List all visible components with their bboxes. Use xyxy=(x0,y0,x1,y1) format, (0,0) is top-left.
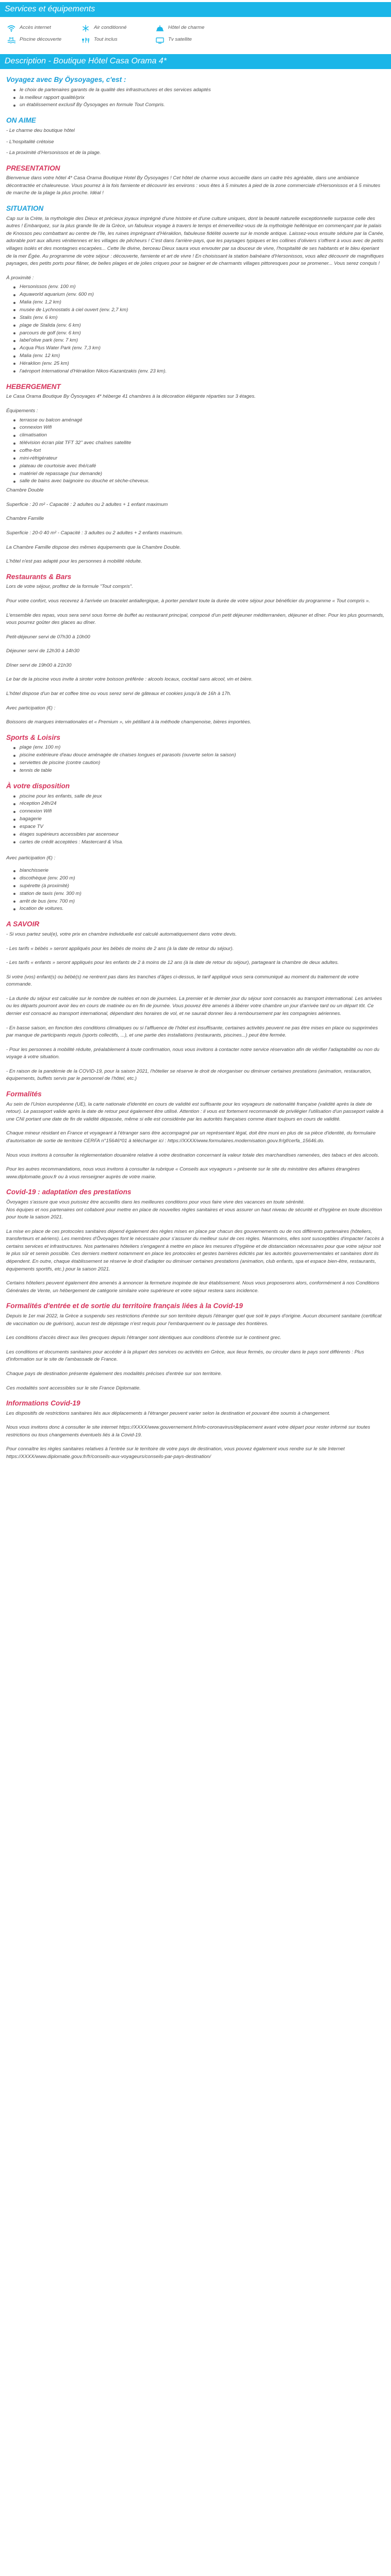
a-savoir-text: - Les tarifs « enfants » seront appliqués pour les enfants de 2 à moins de 12 ans (à la date de retour du séjour), partageant la chambre de deux adultes. xyxy=(6,960,339,966)
restaurants-text: Lors de votre séjour, profitez de la formule "Tout compris". xyxy=(6,584,133,590)
service-item xyxy=(155,36,229,44)
list-item: blanchisserie xyxy=(20,867,385,875)
on-aime-line: - Le charme deu boutique hôtel xyxy=(6,127,75,133)
services-title-bar xyxy=(0,2,391,17)
page xyxy=(0,2,391,1470)
list-item: musée de Lychnostatis à ciel ouvert (env. 2,7 km) xyxy=(20,307,385,314)
informations-text: Pour connaître les règles sanitaires relatives à l'entrée sur le territoire de votre pays de destination, vous pouvez également vous rendre sur le site Internet https://XXXX/www.diplomatie.gouv.fr/fr/conseils-aux-voyageurs/conseils-par-pays-destination/ xyxy=(6,1446,345,1460)
sortie-text: Les conditions d'accès direct aux îles grecques depuis l'étranger sont identiques aux conditions d'entrée sur le continent grec. xyxy=(6,1335,282,1341)
all-inclusive-icon xyxy=(80,36,91,44)
list-item: piscine extérieure d'eau douce aménagée de chaises longues et parasols (ouverte selon la saison) xyxy=(20,752,385,759)
situation-text: Cap sur la Crète, la mythologie des Dieux et précieux joyaux imprégné d'une histoire et d'une culture uniques, dont la beauté naturelle exceptionnelle surpasse celle des autres ! Embarquez, sur la plus grande île de la Grèce, un fabuleux voyage à travers le temps et émerveillez-vous de la mythologie hellénique en commençant par le palais de Knossos peu combattant au centre de l'île, les ruines imprégnant d'Héraklion, fabuleuse fidélité ouverte sur le monde antique. Laissez-vous ensuite séduire par la Canée, adorable port aux allures vénitiennes et les villages de pêcheurs ! C'est dans l'arrière-pays, que les paysages typiques et les collines d'oliviers s'offrent à vous avec de petits villages isolés et des montagnes escarpées... Cette île divine, berceau Dieux saura vous envouter par sa douceur de vivre, l'hospitalité de ses habitants et le bleu éperiant de la mer Égée. Au programme de votre séjour : découverte, farniente et art de vivre ! En choisissant la station balnéaire d'Hersonissos, vous allez découvrir de magnifiques paysages, des petits ports pour flâner, de belles plages et de jolies criques pour se baigner et de charmants villages pittoresques pour se promener... Vous serez conquis ! xyxy=(6,215,384,267)
description-title: Description - Boutique Hôtel Casa Orama 4* xyxy=(5,57,167,65)
sortie-heading: Formalités d'entrée et de sortie du territoire français liées à la Covid-19 xyxy=(6,1302,243,1310)
list-item: plage (env. 100 m) xyxy=(20,744,385,752)
restaurants-text: Dîner servi de 19h00 à 21h30 xyxy=(6,662,72,668)
list-item: Malia (env. 1,2 km) xyxy=(20,299,385,307)
list-item: piscine pour les enfants, salle de jeux xyxy=(20,793,385,801)
covid-text: Nos équipes et nos partenaires ont collaboré pour mettre en place de nouvelles règles sanitaires et vous assurer un haut niveau de sécurité et d'hygiène en toute discrétion pour toute la saison 2021. xyxy=(6,1207,382,1221)
service-label: Hôtel de charme xyxy=(168,25,205,31)
list-item: coffre-fort xyxy=(20,447,385,455)
list-item: espace TV xyxy=(20,823,385,831)
list-item: connexion Wifi xyxy=(20,424,385,432)
list-item: arrêt de bus (env. 700 m) xyxy=(20,898,385,906)
restaurants-heading: Restaurants & Bars xyxy=(6,572,72,581)
a-savoir-text: - Si vous partez seul(e), votre prix en chambre individuelle est calculé automatiquement dans votre devis. xyxy=(6,931,237,937)
covid-text: Certains hôteliers peuvent également être amenés à annoncer la fermeture inopinée de leur établissement. Nous vous proposerons alors, conformément à nos Conditions Générales de Vente, un hébergement de catégorie similaire voire supérieure et votre séjour restera sans incidence. xyxy=(6,1280,380,1294)
access-note: L'hôtel n'est pas adapté pour les personnes à mobilité réduite. xyxy=(6,558,142,565)
tv-icon xyxy=(155,36,165,44)
restaurants-text: Déjeuner servi de 12h30 à 14h30 xyxy=(6,648,79,654)
description-title-bar xyxy=(0,54,391,69)
restaurants-text: Petit-déjeuner servi de 07h30 à 10h00 xyxy=(6,634,90,640)
hotel-bell-icon xyxy=(155,24,165,32)
sortie-text: Ces modalités sont accessibles sur le site France Diplomatie. xyxy=(6,1385,141,1391)
hebergement-intro: Le Casa Orama Boutique By Öysoyages 4* héberge 41 chambres à la décoration élégante réparties sur 3 étages. xyxy=(6,394,256,400)
covid-text: Övoyages s'assure que vous puissiez être accueillis dans les meilleures conditions pour vous faire vivre des vacances en toute sérénité. xyxy=(6,1199,305,1205)
list-item: discothèque (env. 200 m) xyxy=(20,875,385,883)
restaurants-text: L'hôtel dispose d'un bar et coffee time ou vous serez servi de gâteaux et cookies jusqu'à de 16h à 17h. xyxy=(6,691,232,697)
list-item: tennis de table xyxy=(20,767,385,775)
disposition-paid-label: Avec participation (€) : xyxy=(6,855,56,861)
voyager-list xyxy=(6,87,385,110)
a-savoir-text: - En raison de la pandémie de la COVID-19, pour la saison 2021, l'hôtelier se réserve le droit de réorganiser ou diminuer certaines prestations (animation, restauration, équipements, buffets servis par le personnel de l'hôtel, etc.) xyxy=(6,1068,372,1082)
situation-near-label: À proximité : xyxy=(6,275,34,281)
room-title: Chambre Famille xyxy=(6,516,44,522)
list-item: terrasse ou balcon aménagé xyxy=(20,417,385,425)
list-item: climatisation xyxy=(20,432,385,439)
covid-text: La mise en place de ces protocoles sanitaires dépend également des règles mises en place par chacun des gouvernements ou de nos différents partenaires (hôteliers, transferteurs et aériens). Les membres d'Övoyages font le nécessaire pour s'assurer du meilleur suivi de ces règles. Néanmoins, elles sont susceptibles d'impacter l'accès à certains services et infrastructures. Nos partenaires hôteliers s'engagent à mettre en place les mesures d'hygiène et de distanciation nécessaires pour que votre séjour soit le plus sûr et serein possible. Ces derniers mettent notamment en place les protocoles et gestes barrières édictés par les autorités gouvernementales et sanitaires dont ils dépendent. En outre, chaque établissement se réserve le droit d'adapter ou diminuer certaines prestations (animation, club enfants, spa et espace bien-être, restaurants, équipements sportifs, etc.) pour la saison 2021. xyxy=(6,1228,384,1272)
service-item xyxy=(6,36,80,44)
sports-list xyxy=(6,744,385,774)
list-item: Aquaworld aquarium (env. 600 m) xyxy=(20,291,385,299)
service-label: Air conditionné xyxy=(94,25,127,31)
description-content xyxy=(0,75,391,1461)
list-item: serviettes de piscine (contre caution) xyxy=(20,759,385,767)
restaurants-text: L'ensemble des repas, vous sera servi sous forme de buffet au restaurant principal, composé d'un petit déjeuner méditerranéen, déjeuner et dîner. Pour les plus gourmands, vous pourrez goûter des glaces au dîner. xyxy=(6,612,384,626)
hebergement-heading: HEBERGEMENT xyxy=(6,382,61,391)
a-savoir-text: Si votre (vos) enfant(s) ou bébé(s) ne rentrent pas dans les tranches d'âges ci-dessus, le tarif appliqué vous sera communiqué au moment du traitement de votre commande. xyxy=(6,974,359,988)
restaurants-text: Le bar de la piscine vous invite à siroter votre boisson préférée : alcools locaux, cocktail sans alcool, vin et bière. xyxy=(6,676,253,683)
sortie-text: Chaque pays de destination présente également des modalités précises d'entrée sur son territoire. xyxy=(6,1370,222,1377)
list-item: Acqua Plus Water Park (env. 7,3 km) xyxy=(20,345,385,352)
restaurants-text: Pour votre confort, vous recevrez à l'arrivée un bracelet antiallergique, à porter pendant toute la durée de votre séjour pour bénéficier du programme « Tout compris ». xyxy=(6,598,370,604)
list-item: bagagerie xyxy=(20,816,385,823)
list-item: plage de Stalida (env. 6 km) xyxy=(20,322,385,330)
hebergement-equip-label: Équipements : xyxy=(6,408,38,414)
list-item: mini-réfrigérateur xyxy=(20,455,385,463)
services-title: Services et équipements xyxy=(5,5,95,13)
on-aime-heading: ON AIME xyxy=(6,116,36,125)
hebergement-equip-list xyxy=(6,417,385,486)
a-savoir-text: - En basse saison, en fonction des conditions climatiques ou si l'affluence de l'hôtel est insuffisante, certaines activités peuvent ne pas être mises en place ou supprimées par manque de participants requis (sports collectifs, ...), et une partie des installations (restaurants, piscines...) peut être fermée. xyxy=(6,1025,378,1039)
services-row xyxy=(6,22,385,34)
informations-heading: Informations Covid-19 xyxy=(6,1399,80,1408)
list-item: étages supérieurs accessibles par ascenseur xyxy=(20,831,385,839)
formalites-text: Pour les autres recommandations, nous vous invitons à consulter la rubrique « Conseils aux voyageurs » présente sur le site du ministère des affaires étrangères www.diplomatie.gouv.fr ou à vous renseigner auprès de votre mairie. xyxy=(6,1166,360,1180)
services-row xyxy=(6,34,385,46)
list-item: Stalis (env. 6 km) xyxy=(20,314,385,322)
informations-text: Nous vous invitons donc à consulter le site internet https://XXXX/www.gouvernement.fr/info-coronavirus/deplacement avant votre départ pour rester informé sur toutes restrictions ou tous changements éventuels liés à la Covid-19. xyxy=(6,1425,370,1438)
presentation-text: Bienvenue dans votre hôtel 4* Casa Orama Boutique Hotel By Öysoyages ! Cet hôtel de charme vous accueille dans un cadre très agréable, dans une ambiance décontractée et chaleureuse. Vous pourrez à la fois farniente et découvrir les environs : vous êtes à 5 minutes à pied de la zone commerciale d'Hersonissos et à 5 minutes de marche de la plage la plus proche. Idéal ! xyxy=(6,175,381,196)
list-item: Héraklion (env. 25 km) xyxy=(20,360,385,368)
disposition-heading: À votre disposition xyxy=(6,782,70,790)
list-item: label'olive park (env. 7 km) xyxy=(20,337,385,345)
a-savoir-text: - Pour les personnes à mobilité réduite, préalablement à toute confirmation, nous vous invitons à contacter notre service réservation afin de vérifier l'adaptabilité ou non du voyage à votre situation. xyxy=(6,1046,380,1060)
restaurants-text: Avec participation (€) : xyxy=(6,705,56,711)
service-label: Tout inclus xyxy=(94,37,118,43)
on-aime-line: - La proximité d'Hersonissos et de la plage. xyxy=(6,150,101,156)
formalites-text: Nous vous invitons à consulter la réglementation douanière relative à votre destination concernant la valeur totale des marchandises ramenées, des tabacs et des alcools. xyxy=(6,1152,380,1158)
wifi-icon xyxy=(6,24,17,32)
list-item: supérette (à proximité) xyxy=(20,883,385,890)
a-savoir-text: - La durée du séjour est calculée sur le nombre de nuitées et non de journées. La premier et le dernier jour du séjour sont consacrés au transport international. Les arrivées ou les départs pourront avoir lieu en cours de matinée ou en fin de journée. Vous pouvez être amenés à libérer votre chambre un jour d'arrivée tard ou un départ tôt. Ce dernier est consacré au transport international, dépendant des horaires de vol, et ne saurait donner lieu à remboursement par les compagnies aériennes. xyxy=(6,995,382,1016)
list-item: Malia (env. 12 km) xyxy=(20,352,385,360)
presentation-heading: PRESENTATION xyxy=(6,164,60,172)
list-item: plateau de courtoisie avec thé/café xyxy=(20,463,385,470)
list-item: réception 24h/24 xyxy=(20,800,385,808)
pool-icon xyxy=(6,36,17,44)
room-text: Superficie : 20-0 40 m² - Capacité : 3 adultes ou 2 adultes + 2 enfants maximum. xyxy=(6,530,183,536)
snowflake-icon xyxy=(80,24,91,32)
list-item: parcours de golf (env. 6 km) xyxy=(20,330,385,337)
formalites-text: Chaque mineur résidant en France et voyageant à l'étranger sans être accompagné par un représentant légal, doit être muni en plus de sa pièce d'identité, du formulaire d'autorisation de sortie de territoire CERFA n°15646*01 à télécharger ici : https://XXXX/www.formulaires.modernisation.gouv.fr/gf/cerfa_15646.do. xyxy=(6,1130,376,1144)
room-note: La Chambre Famille dispose des mêmes équipements que la Chambre Double. xyxy=(6,544,181,550)
services-grid xyxy=(0,17,391,54)
restaurants-text: Boissons de marques internationales et « Premium », vin pétillant à la méthode champenoise, bières importées. xyxy=(6,719,252,725)
list-item: matériel de repassage (sur demande) xyxy=(20,470,385,478)
list-item: l'aéroport International d'Héraklion Nikos-Kazantzakis (env. 23 km). xyxy=(20,368,385,376)
situation-near-list xyxy=(6,283,385,375)
list-item: la meilleur rapport qualité/prix xyxy=(20,94,385,102)
service-label: Tv satellite xyxy=(168,37,192,43)
service-label: Accès internet xyxy=(20,25,51,31)
a-savoir-heading: A SAVOIR xyxy=(6,920,40,928)
informations-text: Les dispositifs de restrictions sanitaires liés aux déplacements à l'étranger peuvent varier selon la destination et pouvant être soumis à changement. xyxy=(6,1410,331,1416)
service-item xyxy=(6,24,80,32)
situation-heading: SITUATION xyxy=(6,205,44,213)
list-item: le choix de partenaires garants de la qualité des infrastructures et des services adaptés xyxy=(20,87,385,94)
service-item xyxy=(155,24,229,32)
sortie-text: Les conditions et documents sanitaires pour accéder à la plupart des services ou activités en Grèce, aux lieux fermés, ou circuler dans le pays sont différents : Plus d'information sur le site de l'ambassade de France. xyxy=(6,1349,364,1363)
voyager-heading: Voyagez avec By Öysoyages, c'est : xyxy=(6,76,126,83)
service-item xyxy=(80,36,155,44)
sortie-text: Depuis le 1er mai 2022, la Grèce a suspendu ses restrictions d'entrée sur son territoire depuis l'étranger quel que soit le pays d'origine. Aucun document sanitaire (certificat de vaccination ou de guérison), aucun test de dépistage n'est requis pour l'embarquement ou le passage des frontières. xyxy=(6,1313,382,1327)
disposition-paid-list xyxy=(6,867,385,913)
room-title: Chambre Double xyxy=(6,487,44,494)
list-item: location de voitures. xyxy=(20,905,385,913)
on-aime-line: - L'hospitalité crétoise xyxy=(6,139,54,145)
formalites-text: Au sein de l'Union européenne (UE), la carte nationale d'identité en cours de validité est suffisante pour les voyageurs de nationalité française (validité après la date de retour). Le passeport valide après la date de retour peut également être utilisé. Attention : il vous est fortement recommandé de privilégier l'utilisation d'un passeport valide à une CNI portant une date de fin de validité dépassée, même si elle est considérée par les autorités françaises comme étant toujours en cours de validité. xyxy=(6,1101,384,1122)
list-item: un établissement exclusif By Öysoyages en formule Tout Compris. xyxy=(20,101,385,109)
list-item: salle de bains avec baignoire ou douche et sèche-cheveux. xyxy=(20,478,385,485)
list-item: station de taxis (env. 300 m) xyxy=(20,890,385,898)
room-text: Superficie : 20 m² - Capacité : 2 adultes ou 2 adultes + 1 enfant maximum xyxy=(6,501,168,507)
list-item: télévision écran plat TFT 32" avec chaînes satellite xyxy=(20,439,385,447)
formalites-heading: Formalités xyxy=(6,1090,42,1098)
covid-heading: Covid-19 : adaptation des prestations xyxy=(6,1188,132,1196)
service-label: Piscine découverte xyxy=(20,37,62,43)
sports-heading: Sports & Loisirs xyxy=(6,733,60,741)
list-item: connexion Wifi xyxy=(20,808,385,816)
list-item: cartes de crédit acceptées : Mastercard & Visa. xyxy=(20,839,385,846)
list-item: Hersonissos (env. 100 m) xyxy=(20,283,385,291)
disposition-list xyxy=(6,793,385,846)
service-item xyxy=(80,24,155,32)
a-savoir-text: - Les tarifs « bébés » seront appliqués pour les bébés de moins de 2 ans (à la date de retour du séjour). xyxy=(6,945,234,952)
